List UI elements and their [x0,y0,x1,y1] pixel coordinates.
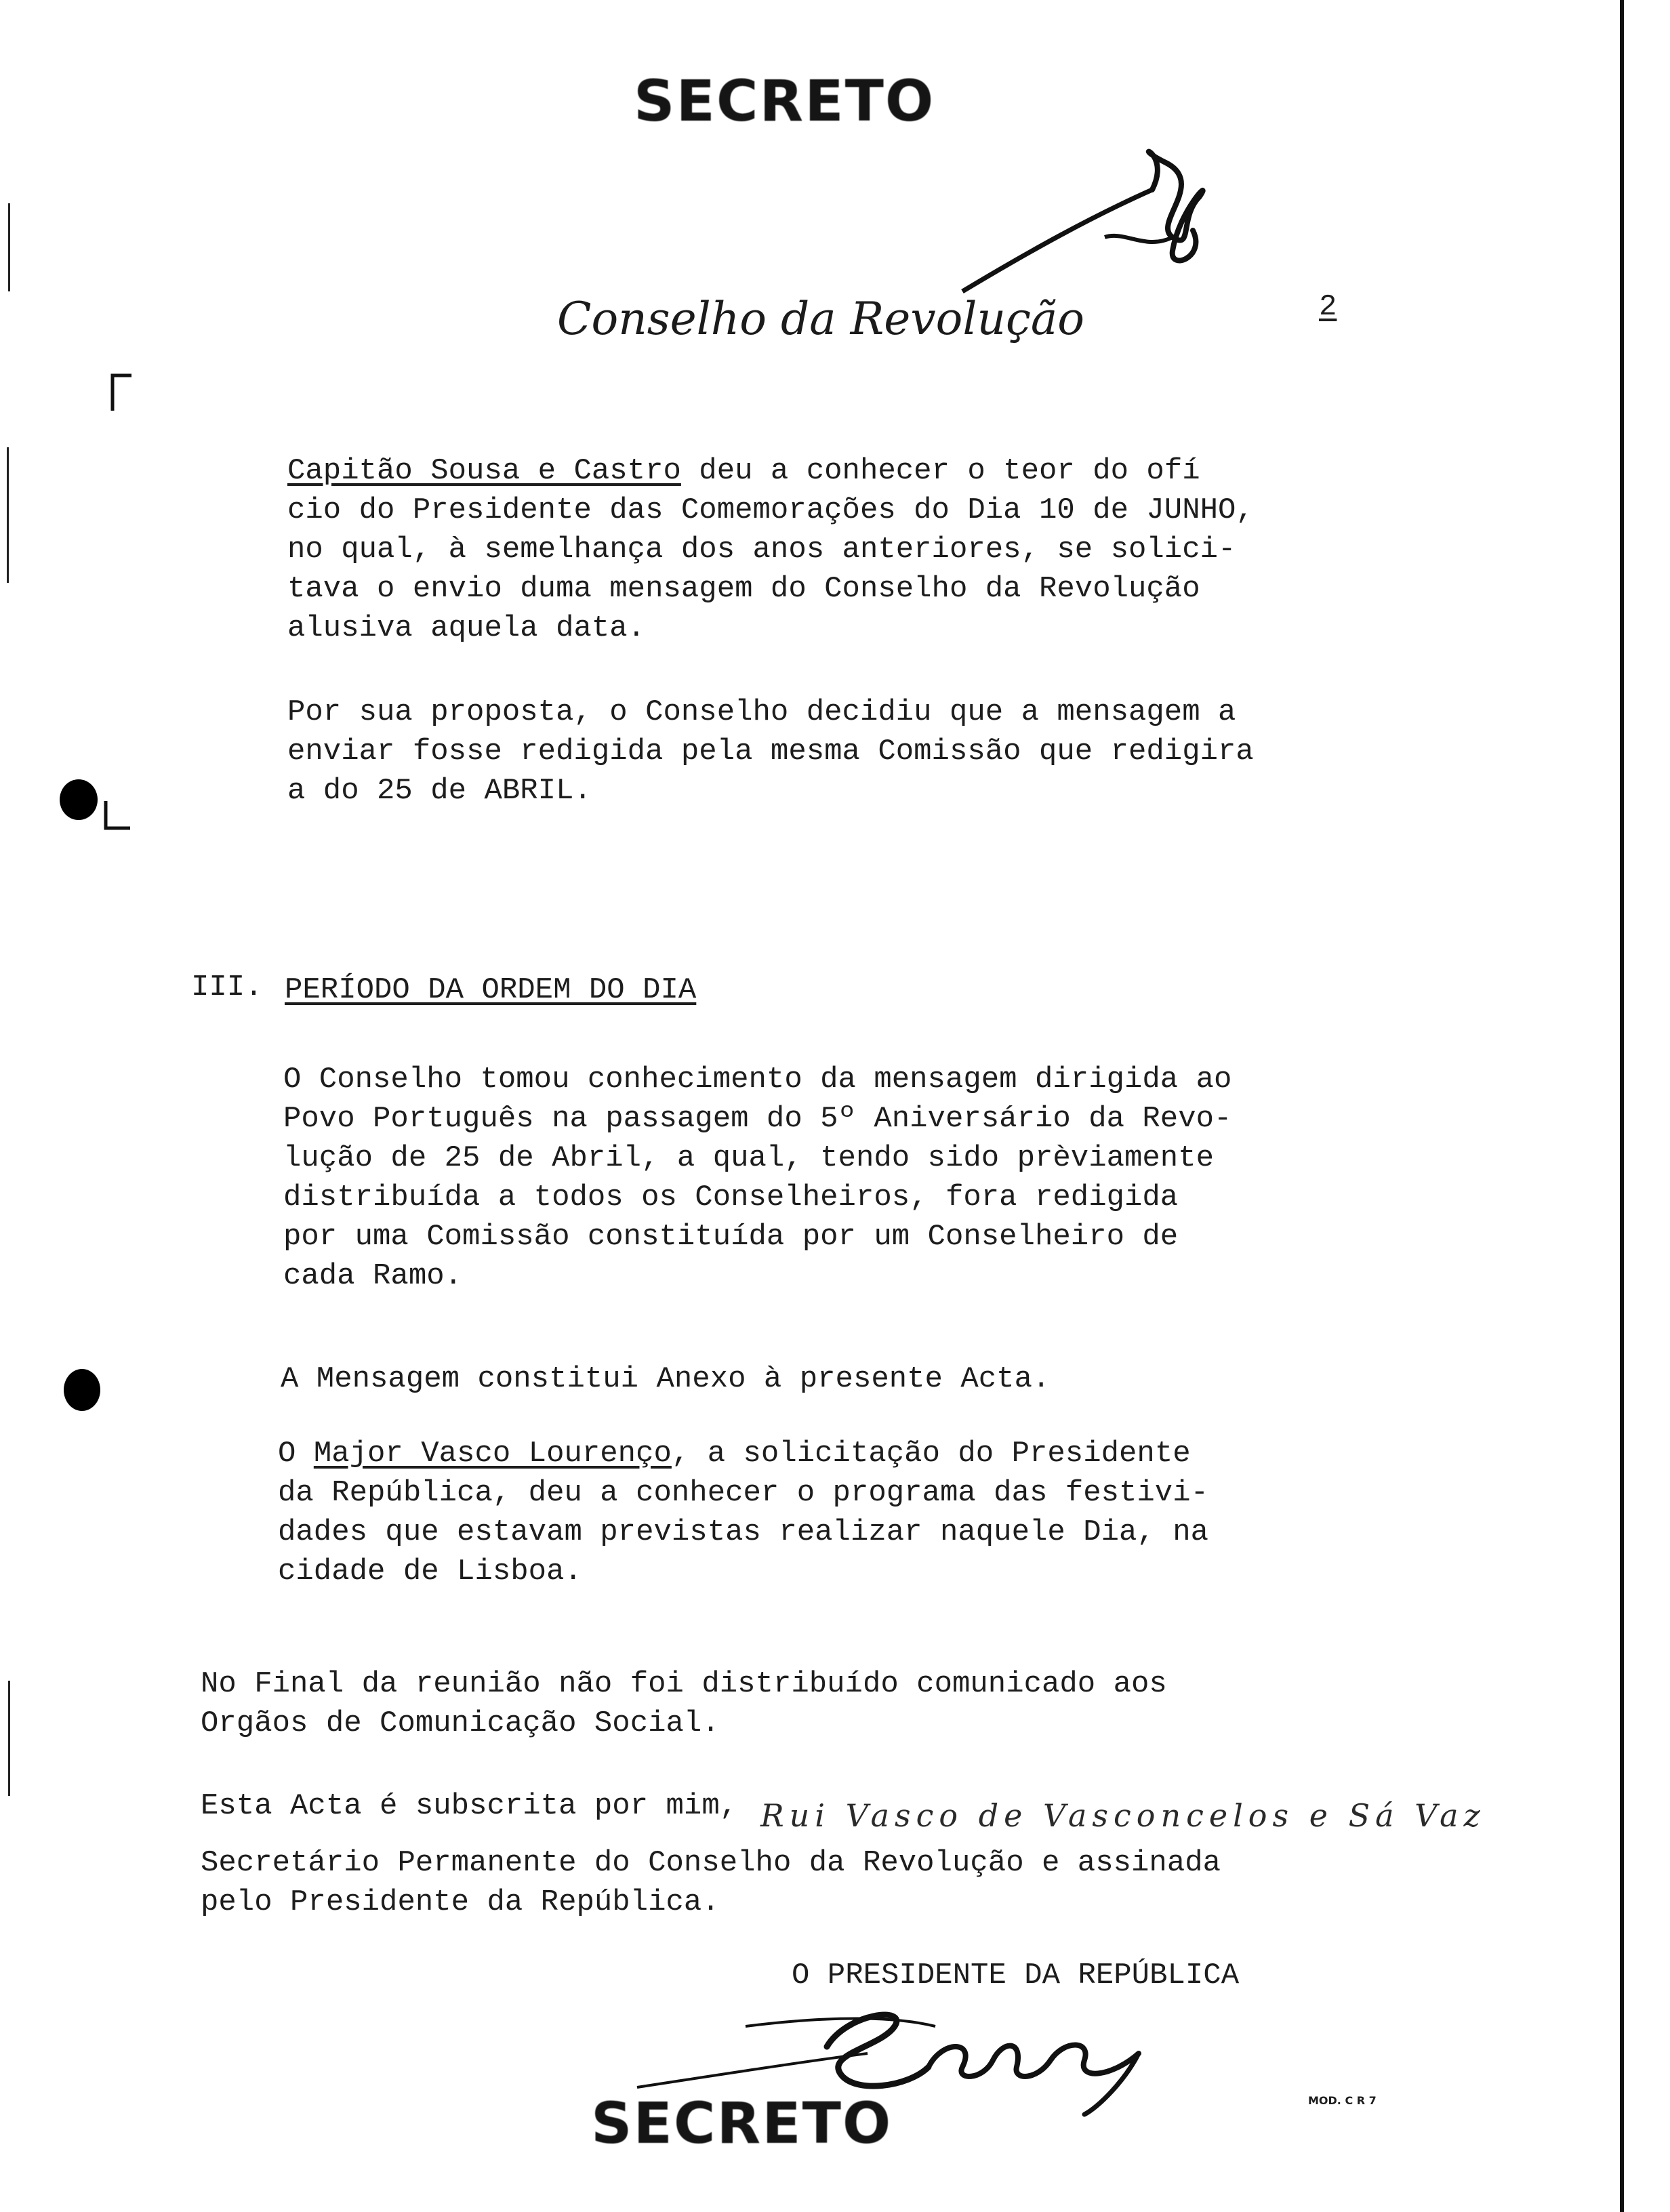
paragraph-proposal: Por sua proposta, o Conselho decidiu que a mensagem a enviar fosse redigida pela mesma Comissão que redigira a do 25 de ABRIL. [287,695,1254,808]
punch-hole [60,779,98,820]
page-number: 2 [1319,290,1337,324]
paragraph-vasco-lourenco [278,1434,1308,1591]
left-edge-mark [8,203,10,291]
paragraph-prefix: O [278,1437,314,1471]
punch-hole [64,1369,100,1411]
secret-stamp-bottom: SECRETO [591,2090,893,2156]
paragraph-communique: No Final da reunião não foi distribuído comunicado aos Orgãos de Comunicação Social. [201,1667,1167,1740]
paragraph-text: deu a conhecer o teor do ofí cio do Presidente das Comemorações do Dia 10 de JUNHO, no qual, à semelhança dos anos anteriores, se solici- tava o envio duma mensagem do Conselho da Revolução alusiva aquela data. [287,454,1254,645]
section-title: PERÍODO DA ORDEM DO DIA [285,973,697,1007]
left-edge-mark [7,447,9,583]
page-edge-line [1620,0,1624,2212]
paragraph-subscription-start: Esta Acta é subscrita por mim, [201,1789,738,1823]
section-number: III. [191,970,263,1004]
paragraph-message: O Conselho tomou conhecimento da mensagem dirigida ao Povo Português na passagem do 5º Aniversário da Revo- lução de 25 de Abril, a qual, tendo sido prèviamente distribuída a todos os Conselheiros, fora redigida por uma Comissão constituída por um Conselheiro de cada Ramo. [283,1063,1232,1293]
secret-stamp-top: SECRETO [634,68,935,134]
paragraph-sousa-castro [287,451,1318,648]
paragraph-text: , a solicitação do Presidente da República, deu a conhecer o programa das festivi- dades que estavam previstas realizar naquele Dia, na cidade de Lisboa. [278,1437,1209,1589]
signature-title: O PRESIDENTE DA REPÚBLICA [792,1959,1240,1992]
corner-mark-icon [108,371,136,412]
paragraph-subscription-rest: Secretário Permanente do Conselho da Revolução e assinada pelo Presidente da República. [201,1846,1221,1919]
secretary-handwritten-name: Rui Vasco de Vasconcelos e Sá Vaz [760,1797,1486,1834]
person-name-sousa-castro: Capitão Sousa e Castro [287,454,681,488]
letterhead: Conselho da Revolução [557,293,1085,345]
person-name-vasco-lourenco: Major Vasco Lourenço [313,1437,672,1471]
paragraph-annex: A Mensagem constitui Anexo à presente Acta. [281,1362,1051,1396]
form-code: MOD. C R 7 [1308,2094,1377,2107]
left-edge-mark [8,1681,10,1796]
corner-mark-icon [102,800,136,834]
initials-signature [949,136,1234,312]
